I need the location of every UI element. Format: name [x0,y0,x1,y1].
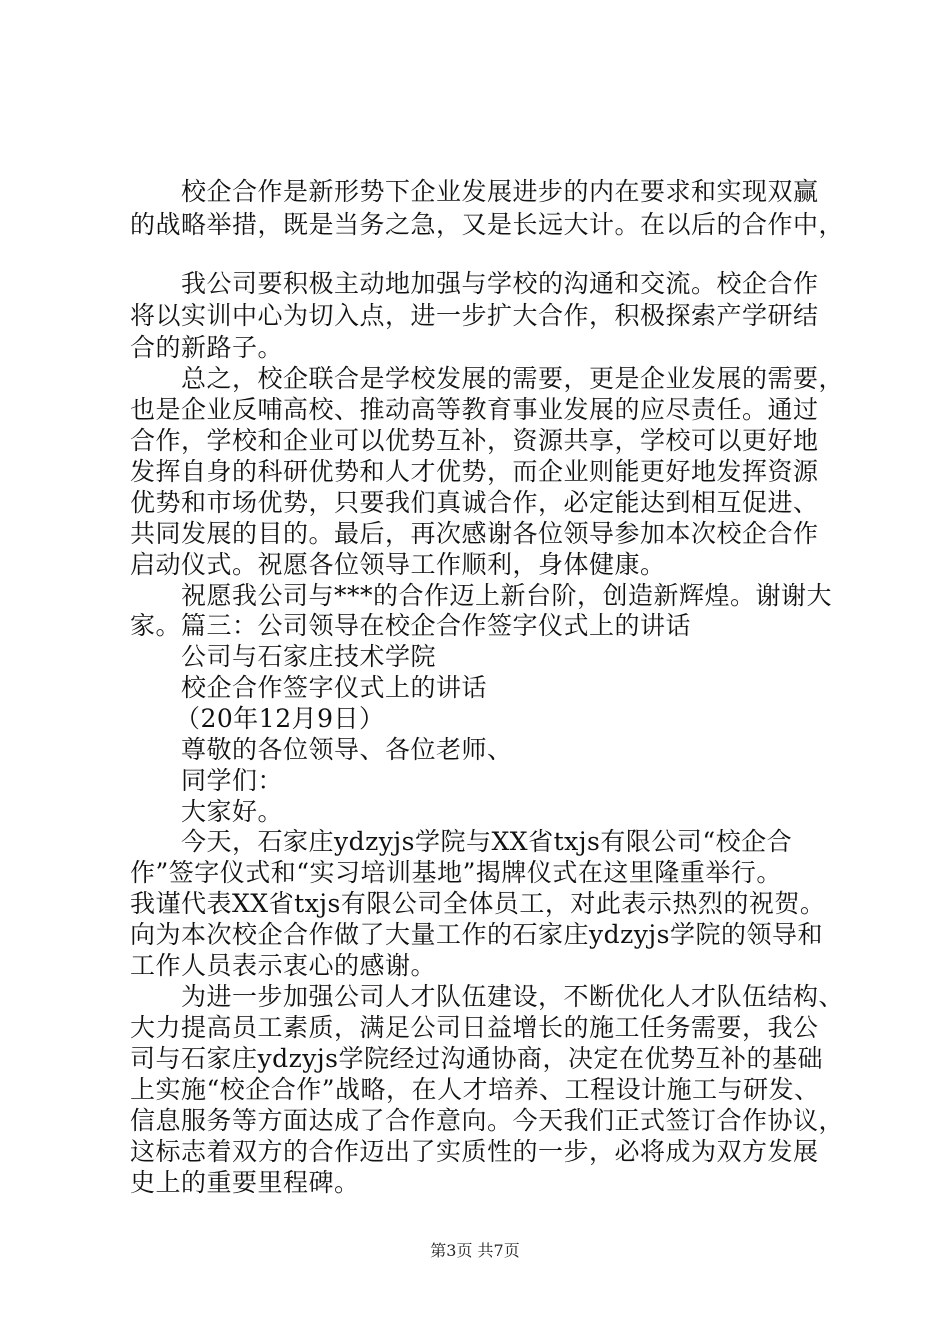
text-line: 我公司要积极主动地加强与学校的沟通和交流。校企合作 [181,269,819,298]
text-line: （20年12月9日） [175,704,385,733]
text-line: 今天，石家庄ydzyjs学院与XX省txjs有限公司“校企合 [181,827,793,856]
text-line: 发挥自身的科研优势和人才优势，而企业则能更好地发挥资源 [130,457,819,486]
text-line: 尊敬的各位领导、各位老师、 [181,735,513,764]
text-line: 将以实训中心为切入点，进一步扩大合作，积极探索产学研结 [130,301,819,330]
text-line: 合作，学校和企业可以优势互补，资源共享，学校可以更好地 [130,426,819,455]
text-line: 信息服务等方面达成了合作意向。今天我们正式签订合作协议， [130,1106,845,1135]
text-line: 同学们： [181,766,284,795]
text-line: 家。篇三：公司领导在校企合作签字仪式上的讲话 [130,611,692,640]
text-line: 上实施“校企合作”战略，在人才培养、工程设计施工与研发、 [130,1075,820,1104]
text-line: 大力提高员工素质，满足公司日益增长的施工任务需要，我公 [130,1013,819,1042]
text-line: 祝愿我公司与***的合作迈上新台阶，创造新辉煌。谢谢大 [181,581,833,610]
text-line: 的战略举措，既是当务之急，又是长远大计。在以后的合作中， [130,210,845,239]
text-line: 共同发展的目的。最后，再次感谢各位领导参加本次校企合作 [130,519,819,548]
text-line: 工作人员表示衷心的感谢。 [130,951,437,980]
text-line: 史上的重要里程碑。 [130,1168,360,1197]
text-line: 公司与石家庄技术学院 [181,642,437,671]
page-number: 第3页 共7页 [430,1241,520,1260]
text-line: 司与石家庄ydzyjs学院经过沟通协商，决定在优势互补的基础 [130,1044,824,1073]
text-line: 优势和市场优势，只要我们真诚合作，必定能达到相互促进、 [130,488,819,517]
text-line: 大家好。 [181,797,284,826]
text-line: 合的新路子。 [130,333,284,362]
text-line: 这标志着双方的合作迈出了实质性的一步，必将成为双方发展 [130,1137,819,1166]
text-line: 校企合作签字仪式上的讲话 [181,673,488,702]
text-line: 启动仪式。祝愿各位领导工作顺利，身体健康。 [130,550,666,579]
text-line: 向为本次校企合作做了大量工作的石家庄ydzyjs学院的领导和 [130,920,824,949]
text-line: 校企合作是新形势下企业发展进步的内在要求和实现双赢 [181,177,819,206]
text-line: 也是企业反哺高校、推动高等教育事业发展的应尽责任。通过 [130,395,819,424]
text-line: 总之，校企联合是学校发展的需要，更是企业发展的需要， [181,364,845,393]
text-line: 我谨代表XX省txjs有限公司全体员工，对此表示热烈的祝贺。 [130,889,826,918]
text-line: 为进一步加强公司人才队伍建设，不断优化人才队伍结构、 [181,982,845,1011]
text-line: 作”签字仪式和“实习培训基地”揭牌仪式在这里隆重举行。 [130,858,782,887]
